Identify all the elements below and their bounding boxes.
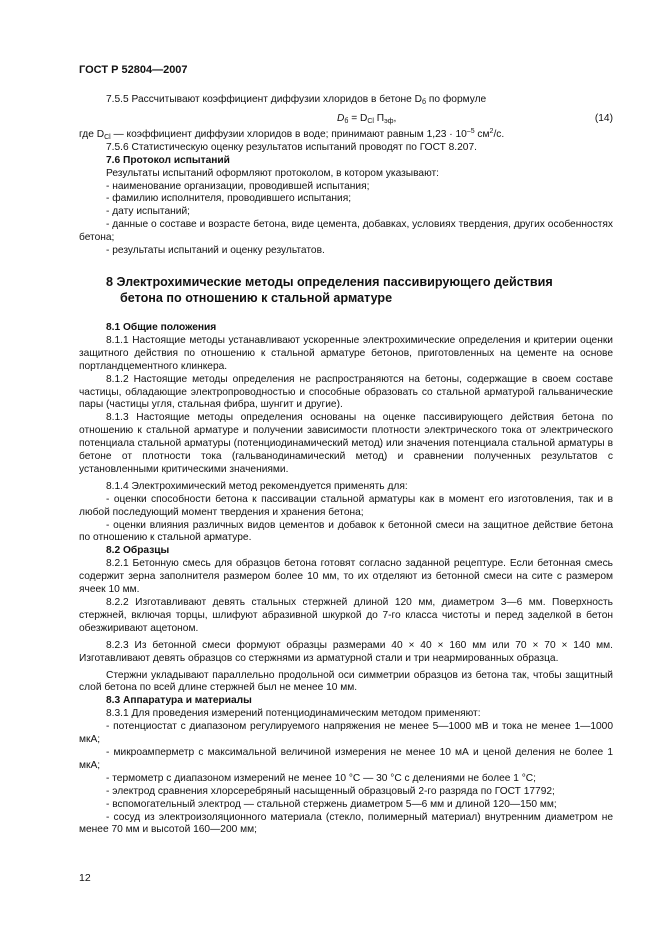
page-content — [79, 94, 613, 837]
para-8-1-3: 8.1.3 Настоящие методы определения основаны на оценке пассивирующего действия бетона по отношению к стальной арматуре и получении зависимости плотности электрического тока от электрического потенциала стальной арматуры (потенциодинамический метод) или значения потенциала стальной арматуры в бетоне от плотности тока (гальванодинамический метод) и сравнении полученных результатов с установленными критическими значениями. — [79, 412, 613, 475]
para-7-5-5-sub: б — [422, 99, 427, 106]
para-8-1-4: 8.1.4 Электрохимический метод рекомендуется применять для: — [106, 480, 408, 492]
list-item-8-3: - потенциостат с диапазоном регулируемого напряжения не менее 5—1000 мВ и тока не менее 1—1000 мкА; — [79, 721, 613, 746]
heading-7-6: 7.6 Протокол испытаний — [106, 154, 230, 166]
section-8-title-line1: 8 Электрохимические методы определения пассивирующего действия — [106, 274, 553, 289]
formula-number: (14) — [594, 112, 613, 124]
list-item-7-6: - дату испытаний; — [106, 206, 190, 218]
formula-lhs-sub: б — [344, 117, 349, 125]
list-item-7-6: - данные о составе и возрасте бетона, виде цемента, добавках, условиях твердения, других особенностях бетона; — [79, 219, 613, 244]
where-body: — коэффициент диффузии хлоридов в воде; принимают равным 1,23 · 10 — [110, 128, 467, 140]
heading-8-2: 8.2 Образцы — [106, 545, 170, 557]
formula-lhs: D — [337, 112, 345, 124]
formula-eq: = D — [348, 112, 368, 124]
where-sub: Cl — [104, 133, 111, 141]
standard-code-header: ГОСТ Р 52804—2007 — [79, 64, 188, 76]
para-7-5-5-text: 7.5.5 Рассчитывают коэффициент диффузии хлоридов в бетоне D — [106, 94, 423, 105]
where-unit-exp: 2 — [489, 127, 494, 135]
list-item-7-6: - наименование организации, проводившей испытания; — [106, 180, 370, 192]
where-end: /с. — [493, 128, 505, 140]
list-item-8-3: - вспомогательный электрод — стальной стержень диаметром 5—6 мм и длиной 120—150 мм; — [106, 798, 557, 810]
list-item-8-1-4: - оценки влияния различных видов цементов и добавок к бетонной смеси на защитное действие бетона по отношению к стальной арматуре. — [79, 519, 613, 544]
para-7-5-6: 7.5.6 Статистическую оценку результатов испытаний проводят по ГОСТ 8.207. — [106, 141, 477, 153]
formula-pi-sub: эф — [384, 117, 394, 125]
where-explanation — [79, 129, 613, 142]
list-item-8-3: - термометр с диапазоном измерений не менее 10 °С — 30 °С с делениями не более 1 °С; — [106, 772, 536, 784]
formula-rhs-sub: Cl — [367, 117, 374, 125]
where-unit: см — [474, 128, 490, 140]
section-8-title-line2: бетона по отношению к стальной арматуре — [120, 290, 393, 305]
list-item-7-6: - фамилию исполнителя, проводившего испытания; — [106, 193, 352, 205]
formula-end: , — [393, 112, 397, 124]
para-8-2-1: 8.2.1 Бетонную смесь для образцов бетона готовят согласно заданной рецептуре. Если бетонная смесь содержит зерна заполнителя размером более 10 мм, то их отделяют из бетонной смеси на сите с размером ячеек 10 мм. — [79, 558, 613, 596]
para-8-3-1: 8.3.1 Для проведения измерений потенциодинамическим методом применяют: — [106, 708, 481, 720]
heading-8-3: 8.3 Аппаратура и материалы — [106, 695, 252, 707]
para-8-1-1: 8.1.1 Настоящие методы устанавливают ускоренные электрохимические определения и критерии оценки защитного действия по отношению к стальной арматуре бетонов, приготовленных на цементе на основе портландцементного клинкера. — [79, 334, 613, 372]
para-8-1-2: 8.1.2 Настоящие методы определения не распространяются на бетоны, содержащие в своем составе частицы, обладающие электропроводностью и способные образовать со стальной арматурой гальванические пары (частицы угля, стальная фибра, шунгит и другие). — [79, 373, 613, 411]
list-item-7-6: - результаты испытаний и оценку результатов. — [106, 245, 325, 257]
page-number: 12 — [79, 872, 91, 884]
list-item-8-3: - электрод сравнения хлорсеребряный насыщенный образцовый 2-го разряда по ГОСТ 17792; — [106, 785, 555, 797]
formula-14 — [337, 113, 396, 126]
formula-pi: П — [373, 112, 385, 124]
list-item-8-3: - сосуд из электроизоляционного материала (стекло, полимерный материал) внутренним диаметром не менее 70 мм и высотой 160—200 мм; — [79, 811, 613, 836]
list-item-8-1-4: - оценки способности бетона к пассивации стальной арматуры как в момент его изготовления, так и в любой последующий момент твердения и хранения бетона; — [79, 493, 613, 518]
para-8-2-3: 8.2.3 Из бетонной смеси формуют образцы размерами 40 × 40 × 160 мм или 70 × 70 × 140 мм. Изготавливают девять образцов со стержнями из арматурной стали и три неармированных образца. — [79, 639, 613, 664]
where-prefix: где D — [79, 128, 105, 140]
where-exp: –5 — [466, 127, 475, 135]
para-7-5-5-tail: по формуле — [426, 94, 487, 105]
section-8-title — [79, 274, 613, 306]
list-item-8-3: - микроамперметр с максимальной величиной измерения не менее 10 мА и ценой деления не более 1 мкА; — [79, 746, 613, 771]
heading-8-1: 8.1 Общие положения — [106, 321, 217, 333]
formula-14-row — [79, 111, 613, 129]
para-7-6-intro: Результаты испытаний оформляют протоколом, в котором указывают: — [106, 167, 439, 179]
para-7-5-5 — [79, 94, 613, 107]
para-rods: Стержни укладывают параллельно продольной оси симметрии образцов из бетона так, чтобы защитный слой бетона по всей длине стержней был не менее 10 мм. — [79, 669, 613, 694]
para-8-2-2: 8.2.2 Изготавливают девять стальных стержней длиной 120 мм, диаметром 3—6 мм. Поверхность стержней, включая торцы, шлифуют абразивной шкуркой до 7-го класса чистоты и перед заделкой в бетон обезжиривают ацетоном. — [79, 597, 613, 634]
